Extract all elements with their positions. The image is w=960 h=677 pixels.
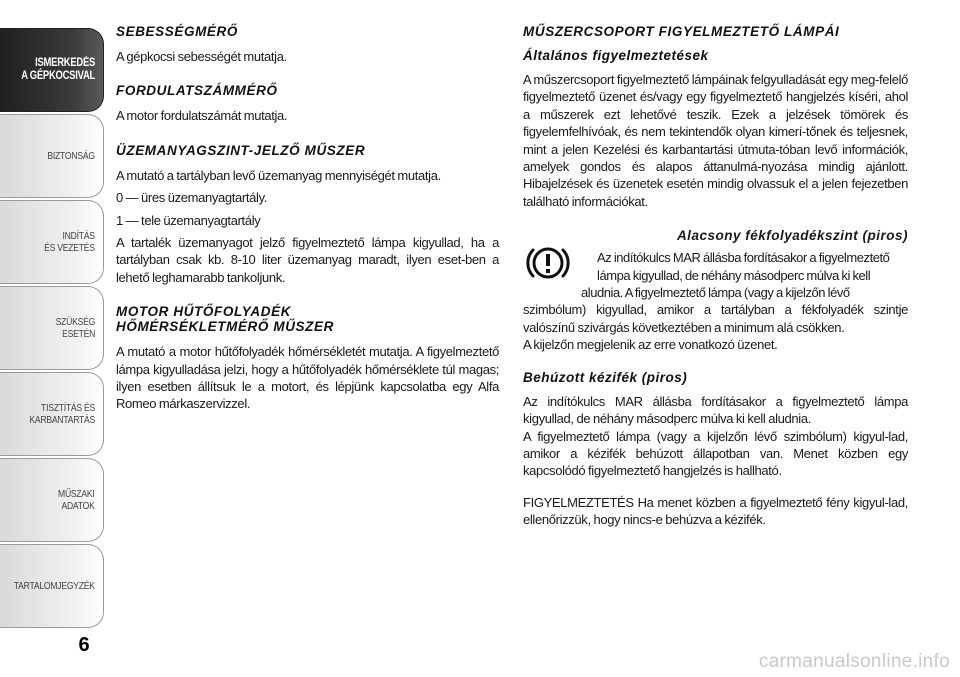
paragraph: A mutató a tartályban levő üzemanyag mennyiségét mutatja. [116, 167, 441, 183]
paragraph: Az indítókulcs MAR állásba fordításakor a figyelmeztető lámpa kigyullad, de néhány másodperc múlva ki kell aludnia. [523, 393, 908, 427]
paragraph: 0 — üres üzemanyagtartály. [116, 190, 268, 206]
tab-label: BIZTONSÁG [47, 150, 95, 162]
heading-speedometer: SEBESSÉGMÉRŐ [116, 24, 238, 39]
paragraph: A mutató a motor hűtőfolyadék hőmérsékletét mutatja. A figyelmeztető lámpa kigyulladása jelzi, hogy a hűtőfolyadék hőmérséklete túl magas; ilyen esetben állítsuk le a motort, és lépjünk kapcsolatba egy Alfa Romeo márkaszervizzel. [116, 344, 499, 412]
subheading-handbrake: Behúzott kézifék (piros) [523, 369, 688, 385]
watermark: carmanualsonline.info [758, 651, 950, 672]
warning-line: lámpa kigyullad, de néhány másodperc múlva ki kell [597, 267, 871, 283]
warning-line: Az indítókulcs MAR állásba fordításakor a figyelmeztető [597, 250, 890, 266]
heading-coolant-gauge-line2: HŐMÉRSÉKLETMÉRŐ MŰSZER [116, 319, 334, 335]
heading-warning-lights: MŰSZERCSOPORT FIGYELMEZTETŐ LÁMPÁI [523, 24, 840, 39]
brake-warning-icon [525, 240, 571, 286]
tab-inditas[interactable] [0, 200, 104, 284]
paragraph: A gépkocsi sebességét mutatja. [116, 49, 287, 64]
tab-szukseg[interactable] [0, 286, 104, 370]
tab-muszaki[interactable] [0, 458, 104, 542]
tab-ismerkedes[interactable] [0, 28, 104, 112]
heading-coolant-gauge-line1: MOTOR HŰTŐFOLYADÉK [116, 304, 292, 320]
subheading-general: Általános figyelmeztetések [523, 48, 709, 63]
tab-label: TISZTÍTÁS ÉS KARBANTARTÁS [29, 402, 95, 426]
warning-line: aludnia. A figyelmeztető lámpa (vagy a kijelzőn lévő [581, 285, 850, 301]
warning-title: Alacsony fékfolyadékszint (piros) [676, 228, 908, 244]
paragraph: 1 — tele üzemanyagtartály [116, 212, 261, 228]
tab-biztonsag[interactable] [0, 114, 104, 198]
heading-fuel-gauge: ÜZEMANYAGSZINT-JELZŐ MŰSZER [116, 142, 366, 158]
tab-label: MŰSZAKI ADATOK [58, 488, 95, 512]
tab-tisztitas[interactable] [0, 372, 104, 456]
tab-label: SZÜKSÉG ESETÉN [55, 316, 95, 340]
paragraph: A figyelmeztető lámpa (vagy a kijelzőn lévő szimbólum) kigyul-lad, amikor a kézifék behúzott állapotban van. Menet közben egy kapcsolódó figyelmeztető hangjelzés is hallható. [523, 428, 908, 479]
paragraph: A kijelzőn megjelenik az erre vonatkozó üzenet. [523, 337, 778, 353]
tab-label: TARTALOMJEGYZÉK [13, 580, 95, 592]
paragraph: szimbólum) kigyullad, amikor a tartályban a fékfolyadék szintje valószínű szivárgás következtében a minimum alá csökken. [523, 302, 908, 335]
tab-tartalomjegyzek[interactable] [0, 544, 104, 628]
heading-tachometer: FORDULATSZÁMMÉRŐ [116, 83, 278, 99]
right-column [523, 20, 908, 529]
tab-label: INDÍTÁS ÉS VEZETÉS [44, 230, 95, 254]
paragraph: FIGYELMEZTETÉS Ha menet közben a figyelmeztető fény kigyul-lad, ellenőrizzük, hogy nincs-e behúzva a kézifék. [523, 494, 908, 528]
paragraph: A tartalék üzemanyagot jelző figyelmeztető lámpa kigyullad, ha a tartályban csak kb. 8-10 liter üzemanyag maradt, ilyen eset-ben a lehető leghamarabb tankoljunk. [116, 235, 499, 285]
paragraph: A motor fordulatszámát mutatja. [116, 108, 288, 124]
brake-fluid-warning [523, 228, 908, 353]
page-number: 6 [78, 634, 90, 656]
tab-label: ISMERKEDÉS A GÉPKOCSIVAL [21, 57, 96, 82]
left-column [116, 20, 499, 413]
chapter-tabs [0, 28, 104, 630]
paragraph: A műszercsoport figyelmeztető lámpáinak felgyulladását egy meg-felelő figyelmeztető üzenet és/vagy egy figyelmeztető hangjelzés kíséri, ahol a műszerek ezt lehetővé teszik. Ezek a jelzések tömörek és figyelemfelhívóak, és nem tekintendők olyan kimerí-tőnek és teljesnek, mint a jelen Kezelési és karbantartási útmuta-tóban levő információk, amelyek gondos és alapos áttanulmá-nyozása mindig ajánlott. Hibajelzések és üzenetek esetén mindig olvassuk el a jelen fejezetben található információkat. [523, 72, 908, 209]
